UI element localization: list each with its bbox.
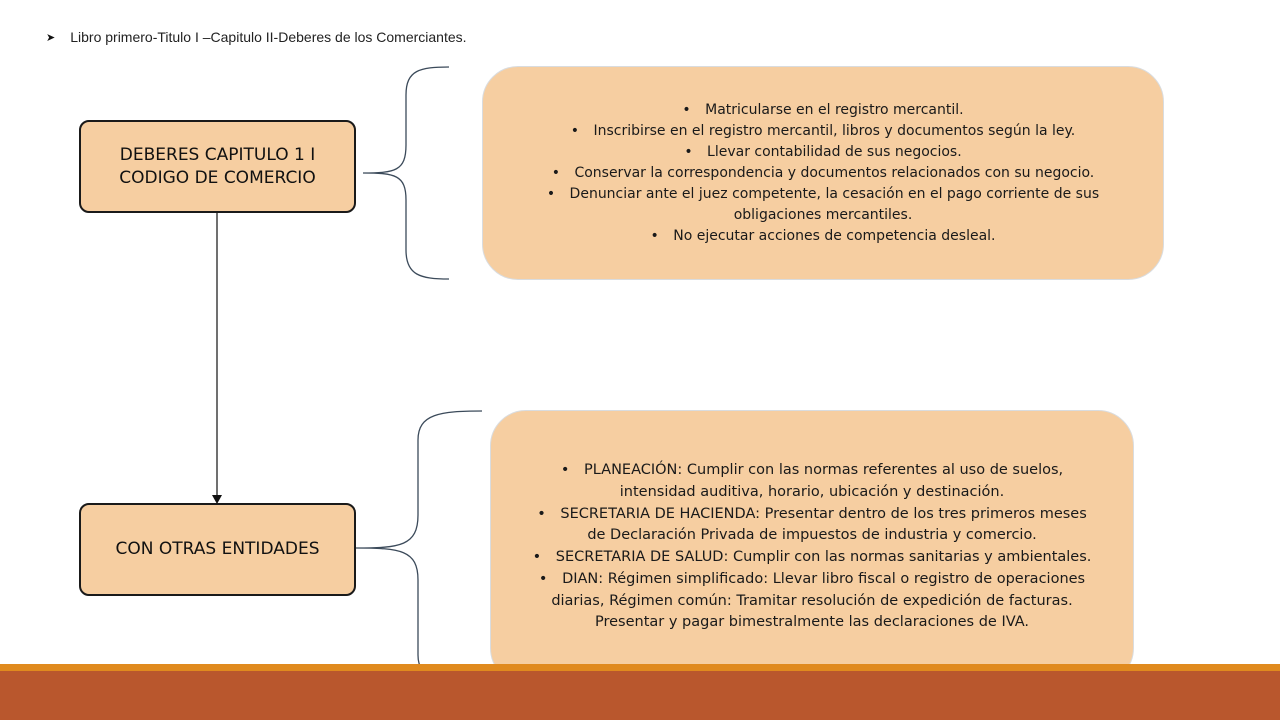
list-item: • Llevar contabilidad de sus negocios. <box>523 142 1123 163</box>
entidades-panel <box>490 410 1134 684</box>
list-item: • SECRETARIA DE HACIENDA: Presentar dentro de los tres primeros meses de Declaración Privada de impuestos de industria y comercio. <box>532 504 1092 548</box>
list-item: • Denunciar ante el juez competente, la cesación en el pago corriente de sus obligaciones mercantiles. <box>523 184 1123 226</box>
list-item: • Conservar la correspondencia y documentos relacionados con su negocio. <box>523 163 1123 184</box>
bottom-accent-line <box>0 664 1280 671</box>
node-otras-label: CON OTRAS ENTIDADES <box>115 539 320 560</box>
entidades-list <box>532 460 1092 634</box>
list-item: • Inscribirse en el registro mercantil, libros y documentos según la ley. <box>523 121 1123 142</box>
node-deberes-label: DEBERES CAPITULO 1 I CODIGO DE COMERCIO <box>119 144 316 188</box>
top-brace <box>363 67 449 279</box>
arrow-bullet-icon: ➤ <box>46 31 56 44</box>
list-item: • No ejecutar acciones de competencia desleal. <box>523 226 1123 247</box>
deberes-list <box>523 100 1123 247</box>
bottom-bar <box>0 671 1280 720</box>
list-item: • DIAN: Régimen simplificado: Llevar libro fiscal o registro de operaciones diarias, Régimen común: Tramitar resolución de expedición de facturas. Presentar y pagar bimestralmente las declaraciones de IVA. <box>532 569 1092 634</box>
deberes-panel <box>482 66 1164 280</box>
list-item: • SECRETARIA DE SALUD: Cumplir con las normas sanitarias y ambientales. <box>532 547 1092 569</box>
list-item: • PLANEACIÓN: Cumplir con las normas referentes al uso de suelos, intensidad auditiva, horario, ubicación y destinación. <box>532 460 1092 504</box>
bottom-brace <box>356 411 482 682</box>
slide-title: Libro primero-Titulo I –Capitulo II-Deberes de los Comerciantes. <box>70 29 467 45</box>
node-otras-entidades <box>79 503 356 596</box>
list-item: • Matricularse en el registro mercantil. <box>523 100 1123 121</box>
node-deberes-capitulo <box>79 120 356 213</box>
